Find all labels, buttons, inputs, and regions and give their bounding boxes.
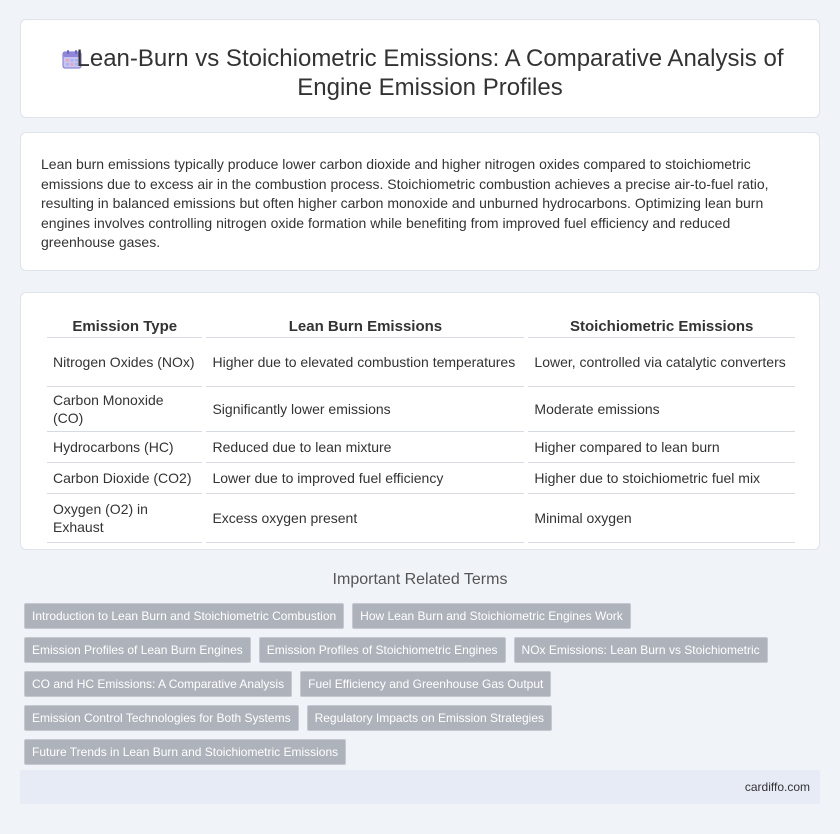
related-term-tag[interactable]: Fuel Efficiency and Greenhouse Gas Output — [300, 671, 551, 697]
table-cell: Excess oxygen present — [206, 494, 524, 543]
table-row — [47, 432, 795, 463]
comparison-table — [43, 315, 799, 543]
title-card — [20, 19, 820, 118]
related-term-tag[interactable]: Emission Profiles of Stoichiometric Engines — [259, 637, 506, 663]
related-term-tag[interactable]: CO and HC Emissions: A Comparative Analysis — [24, 671, 292, 697]
table-cell: Higher due to elevated combustion temperatures — [206, 338, 524, 387]
table-row — [47, 338, 795, 387]
table-cell: Moderate emissions — [528, 387, 795, 432]
related-term-tag[interactable]: NOx Emissions: Lean Burn vs Stoichiometric — [514, 637, 768, 663]
table-cell: Oxygen (O2) in Exhaust — [47, 494, 202, 543]
related-term-tag[interactable]: Emission Control Technologies for Both Systems — [24, 705, 299, 731]
table-cell: Reduced due to lean mixture — [206, 432, 524, 463]
footer — [20, 770, 820, 804]
table-header-row — [47, 315, 795, 338]
table-cell: Carbon Dioxide (CO2) — [47, 463, 202, 494]
table-cell: Higher compared to lean burn — [528, 432, 795, 463]
related-term-tag[interactable]: Introduction to Lean Burn and Stoichiometric Combustion — [24, 603, 344, 629]
table-row — [47, 494, 795, 543]
table-cell: Lower due to improved fuel efficiency — [206, 463, 524, 494]
related-term-tag[interactable]: Regulatory Impacts on Emission Strategies — [307, 705, 552, 731]
footer-site-link[interactable]: cardiffo.com — [744, 780, 810, 794]
table-cell: Lower, controlled via catalytic converters — [528, 338, 795, 387]
related-terms-list — [24, 603, 804, 765]
table-row — [47, 387, 795, 432]
table-cell: Nitrogen Oxides (NOx) — [47, 338, 202, 387]
intro-paragraph: Lean burn emissions typically produce lower carbon dioxide and higher nitrogen oxides compared to stoichiometric emissions due to excess air in the combustion process. Stoichiometric combustion achieves a precise air-to-fuel ratio, resulting in balanced emissions but often higher carbon monoxide and unburned hydrocarbons. Optimizing lean burn engines involves controlling nitrogen oxide formation while benefiting from improved fuel efficiency and reduced greenhouse gases. — [41, 156, 769, 250]
table-row — [47, 463, 795, 494]
related-term-tag[interactable]: How Lean Burn and Stoichiometric Engines Work — [352, 603, 631, 629]
table-cell: Significantly lower emissions — [206, 387, 524, 432]
header-emission-type: Emission Type — [47, 315, 202, 338]
table-cell: Carbon Monoxide (CO) — [47, 387, 202, 432]
header-stoichiometric: Stoichiometric Emissions — [528, 315, 795, 338]
table-cell: Minimal oxygen — [528, 494, 795, 543]
intro-card — [20, 132, 820, 271]
related-term-tag[interactable]: Future Trends in Lean Burn and Stoichiometric Emissions — [24, 739, 346, 765]
header-lean-burn: Lean Burn Emissions — [206, 315, 524, 338]
page-title: Lean-Burn vs Stoichiometric Emissions: A Comparative Analysis of Engine Emission Profiles — [76, 45, 784, 101]
comparison-table-card — [20, 292, 820, 550]
related-terms-heading: Important Related Terms — [332, 571, 508, 588]
table-cell: Hydrocarbons (HC) — [47, 432, 202, 463]
table-cell: Higher due to stoichiometric fuel mix — [528, 463, 795, 494]
related-term-tag[interactable]: Emission Profiles of Lean Burn Engines — [24, 637, 251, 663]
